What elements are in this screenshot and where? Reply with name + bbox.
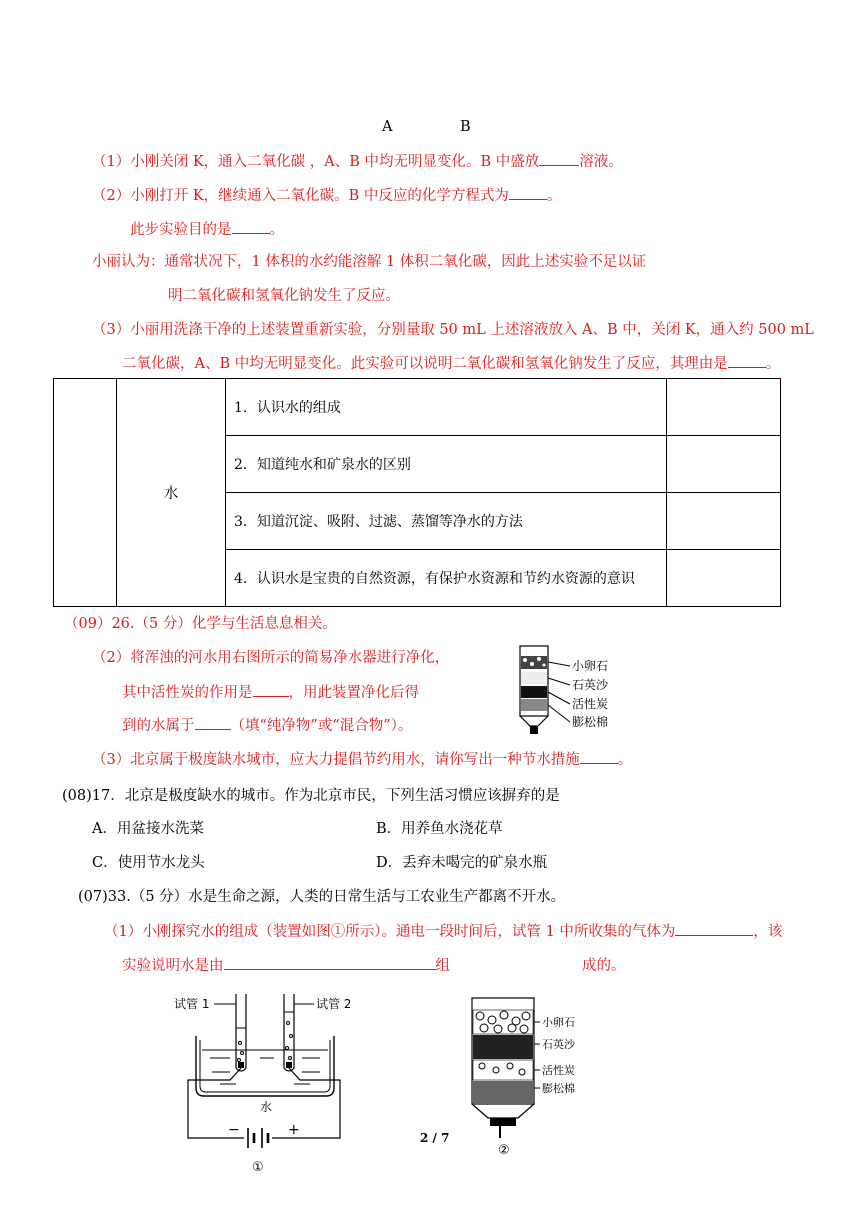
filter-label: 石英沙 bbox=[542, 1038, 575, 1051]
answer-blank[interactable] bbox=[224, 955, 436, 970]
table-item: 1．认识水的组成 bbox=[226, 379, 667, 436]
filter-label: 活性炭 bbox=[572, 697, 609, 711]
filter-label: 膨松棉 bbox=[572, 715, 609, 729]
figure-1-label: ① bbox=[252, 1160, 264, 1175]
question-2: （2）小刚打开 K，继续通入二氧化碳。B 中反应的化学方程式为 。 bbox=[92, 185, 561, 206]
tube-2-label: 试管 2 bbox=[316, 997, 350, 1011]
q09-part2-line1: （2）将浑浊的河水用右图所示的简易净水器进行净化， bbox=[92, 650, 450, 666]
tube-1-label: 试管 1 bbox=[174, 997, 210, 1011]
water-label: 水 bbox=[260, 1100, 273, 1114]
q08-option-b: B．用养鱼水浇花草 bbox=[376, 821, 503, 837]
q08-option-a: A．用盆接水洗菜 bbox=[92, 821, 204, 837]
answer-blank[interactable] bbox=[195, 715, 231, 730]
filter-label: 小卵石 bbox=[572, 659, 609, 673]
label-a: A bbox=[382, 119, 393, 135]
table-item: 2．知道纯水和矿泉水的区别 bbox=[226, 436, 667, 493]
q09-part3: （3）北京属于极度缺水城市，应大力提倡节约用水，请你写出一种节水措施 。 bbox=[92, 749, 632, 770]
q09-heading: （09）26.（5 分）化学与生活息息相关。 bbox=[64, 616, 337, 632]
page-number: 2 / 7 bbox=[420, 1131, 450, 1145]
table-item: 3．知道沉淀、吸附、过滤、蒸馏等净水的方法 bbox=[226, 493, 667, 550]
q09-part2-line3: 到的水属于 （填“纯净物”或“混合物”）。 bbox=[122, 715, 412, 736]
question-1: （1）小刚关闭 K，通入二氧化碳 ，A、B 中均无明显变化。B 中盛放 溶液。 bbox=[92, 151, 623, 172]
label-b: B bbox=[460, 119, 471, 135]
table-cell-empty bbox=[667, 493, 781, 550]
table-cell-empty bbox=[54, 379, 117, 607]
water-filter-figure bbox=[508, 642, 638, 742]
xiaoli-line-2: 明二氧化碳和氢氧化钠发生了反应。 bbox=[168, 288, 400, 304]
water-filter-illustration bbox=[508, 642, 638, 742]
question-3-line-1: （3）小丽用洗涤干净的上述装置重新实验，分别量取 50 mL 上述溶液放入 A、B 中，关闭 K，通入约 500 mL bbox=[92, 322, 814, 338]
answer-blank[interactable] bbox=[253, 682, 289, 697]
filter-label: 小卵石 bbox=[542, 1016, 575, 1029]
question-2-purpose: 此步实验目的是 。 bbox=[130, 219, 284, 240]
q08-option-d: D．丢弃未喝完的矿泉水瓶 bbox=[376, 855, 548, 871]
standards-table bbox=[53, 378, 781, 607]
table-cell-empty bbox=[667, 379, 781, 436]
filter-label: 活性炭 bbox=[542, 1064, 575, 1077]
answer-blank[interactable] bbox=[232, 219, 270, 234]
q07-part1-line1: （1）小刚探究水的组成（装置如图①所示）。通电一段时间后，试管 1 中所收集的气体为 ，该 bbox=[104, 921, 782, 942]
q09-part2-line2: 其中活性炭的作用是 ，用此装置净化后得 bbox=[122, 682, 419, 703]
electrolysis-illustration bbox=[170, 988, 350, 1178]
figure-2-label: ② bbox=[498, 1143, 510, 1158]
answer-blank[interactable] bbox=[539, 151, 579, 166]
q07-part1-line2: 实验说明水是由 组 成的。 bbox=[122, 955, 626, 976]
table-cell-empty bbox=[667, 436, 781, 493]
answer-blank[interactable] bbox=[580, 749, 618, 764]
q08-heading: (08)17．北京是极度缺水的城市。作为北京市民，下列生活习惯应该摒弃的是 bbox=[62, 788, 560, 804]
table-item: 4．认识水是宝贵的自然资源，有保护水资源和节约水资源的意识 bbox=[226, 550, 667, 607]
water-filter-2-illustration bbox=[462, 988, 592, 1158]
answer-blank[interactable] bbox=[509, 185, 547, 200]
answer-blank[interactable] bbox=[675, 921, 753, 936]
water-filter-figure-2 bbox=[462, 988, 592, 1158]
question-3-line-2: 二氧化碳，A、B 中均无明显变化。此实验可以说明二氧化碳和氢氧化钠发生了反应，其理由是 。 bbox=[122, 353, 780, 374]
electrolysis-figure bbox=[170, 988, 350, 1178]
filter-label: 石英沙 bbox=[572, 678, 609, 692]
table-cell-empty bbox=[667, 550, 781, 607]
plus-sign: + bbox=[288, 1122, 300, 1138]
xiaoli-line-1: 小丽认为：通常状况下，1 体积的水约能溶解 1 体积二氧化碳，因此上述实验不足以证 bbox=[92, 254, 647, 270]
filter-label: 膨松棉 bbox=[542, 1082, 575, 1095]
q08-option-c: C．使用节水龙头 bbox=[92, 855, 205, 871]
answer-blank[interactable] bbox=[728, 353, 766, 368]
minus-sign: − bbox=[228, 1122, 240, 1138]
table-topic: 水 bbox=[117, 379, 226, 607]
q07-heading: (07)33.（5 分）水是生命之源，人类的日常生活与工农业生产都离不开水。 bbox=[78, 889, 566, 905]
